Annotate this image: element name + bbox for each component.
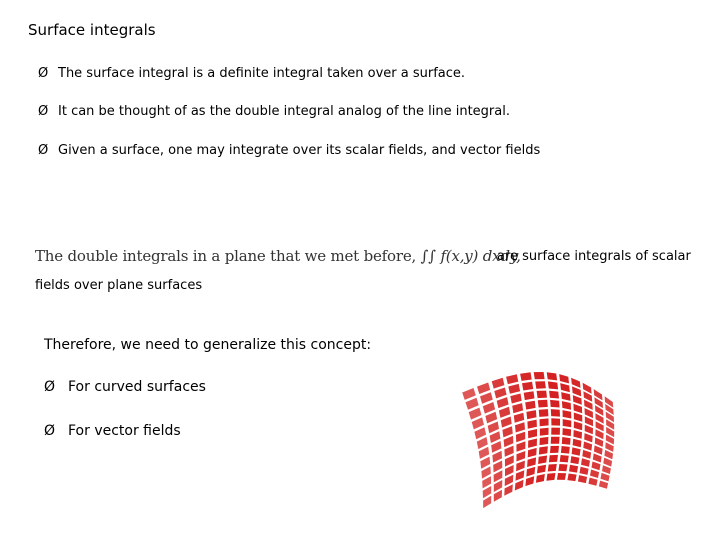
surface-cell	[538, 400, 548, 408]
surface-cell	[505, 455, 514, 466]
surface-cell	[548, 381, 558, 389]
surface-cell	[572, 386, 581, 396]
bullet-definition	[38, 66, 465, 81]
arrow-bullet-icon: Ø	[38, 143, 49, 158]
surface-cell	[547, 372, 557, 380]
surface-cell	[569, 465, 578, 473]
arrow-bullet-icon: Ø	[44, 423, 56, 439]
surface-cell	[462, 388, 476, 400]
surface-cell	[583, 442, 592, 451]
surface-cell	[491, 441, 501, 453]
surface-cell	[549, 391, 559, 399]
surface-cell	[512, 403, 523, 413]
curved-surface-image	[442, 360, 622, 530]
scanned-text: The double integrals in a plane that we met before,	[35, 247, 417, 265]
surface-cell	[504, 436, 514, 447]
surface-cell	[506, 374, 518, 384]
surface-cell	[537, 465, 546, 474]
surface-cell	[602, 465, 611, 474]
surface-cell	[492, 451, 502, 463]
plane-surfaces-text: fields over plane surfaces	[35, 278, 203, 293]
surface-cell	[490, 431, 501, 443]
bullet-text: For curved surfaces	[68, 379, 206, 395]
surface-cell	[550, 446, 559, 453]
surface-cell	[593, 453, 602, 462]
surface-cell	[560, 455, 569, 462]
surface-cell	[599, 481, 608, 489]
surface-cell	[504, 484, 513, 495]
surface-cell	[570, 456, 579, 464]
surface-cell	[514, 413, 524, 423]
surface-cell	[549, 455, 558, 462]
surface-cell	[595, 429, 603, 439]
surface-cell	[595, 437, 603, 447]
surface-cell	[508, 384, 520, 394]
surface-cell	[538, 456, 547, 465]
surface-cell	[492, 378, 505, 389]
bullet-vector	[44, 423, 181, 439]
surface-cell	[540, 418, 549, 426]
surface-cell	[480, 392, 493, 404]
bullet-text: The surface integral is a definite integral taken over a surface.	[58, 66, 466, 81]
surface-cell	[562, 401, 571, 410]
surface-cell	[574, 421, 583, 430]
surface-cell	[516, 451, 525, 462]
surface-cell	[505, 475, 514, 486]
surface-cell	[567, 474, 576, 482]
bullet-text: Given a surface, one may integrate over its scalar fields, and vector fields	[58, 143, 541, 158]
surface-cell	[477, 437, 488, 449]
scalar-text: are surface integrals of scalar	[497, 249, 691, 264]
surface-cell	[588, 478, 597, 486]
surface-cell	[536, 474, 545, 483]
surface-cell	[550, 400, 560, 408]
surface-cell	[560, 383, 570, 392]
surface-cell	[483, 402, 495, 414]
surface-cell	[482, 476, 491, 488]
surface-cell	[477, 383, 490, 395]
surface-cell	[563, 410, 572, 418]
surface-cell	[574, 413, 583, 422]
surface-cell	[494, 388, 506, 399]
surface-cell	[540, 428, 549, 436]
surface-cell	[573, 439, 582, 448]
surface-cell	[562, 428, 571, 436]
bullet-curved	[44, 379, 206, 395]
surface-cell	[551, 409, 560, 417]
arrow-bullet-icon: Ø	[38, 66, 49, 81]
surface-cell	[479, 447, 490, 459]
surface-cell	[497, 397, 509, 408]
surface-cell	[485, 412, 497, 424]
surface-cell	[578, 475, 587, 483]
surface-cell	[527, 420, 537, 429]
surface-cell	[499, 407, 510, 418]
bullet-analog	[38, 104, 510, 119]
surface-cell	[573, 395, 582, 405]
surface-cell	[528, 448, 537, 458]
surface-cell	[501, 417, 512, 428]
surface-cell	[527, 457, 536, 467]
surface-cell	[561, 392, 570, 401]
surface-cell	[559, 374, 569, 383]
surface-cell	[534, 372, 545, 379]
arrow-bullet-icon: Ø	[44, 379, 56, 395]
surface-cell	[481, 466, 490, 478]
bullet-text: It can be thought of as the double integral analog of the line integral.	[58, 104, 510, 119]
surface-cell	[585, 408, 594, 418]
surface-cell	[551, 428, 560, 435]
surface-cell	[562, 437, 571, 445]
double-integral-formula: ∫∫ f(x,y) dxdy,	[420, 247, 521, 265]
surface-cell	[525, 401, 535, 410]
surface-cell	[540, 437, 549, 445]
bullet-text: For vector fields	[68, 423, 181, 439]
surface-cell	[516, 461, 525, 472]
surface-cell	[601, 473, 610, 482]
surface-cell	[493, 461, 502, 473]
surface-cell	[505, 465, 514, 476]
surface-cell	[472, 417, 484, 429]
surface-cell	[510, 394, 521, 404]
scanned-sentence-image	[35, 247, 521, 265]
surface-cell	[524, 391, 535, 400]
bullet-fields	[38, 143, 540, 158]
surface-cell	[585, 425, 593, 435]
surface-cell	[551, 418, 560, 425]
surface-cell	[516, 441, 525, 451]
surface-cell	[584, 433, 593, 442]
surface-cell	[520, 372, 532, 381]
surface-cell	[526, 410, 536, 419]
surface-cell	[469, 408, 482, 420]
surface-cell	[525, 476, 534, 486]
surface-cell	[558, 464, 567, 471]
surface-cell	[594, 445, 603, 454]
surface-cell	[573, 404, 582, 414]
surface-cell	[548, 464, 557, 472]
surface-cell	[502, 426, 512, 437]
surface-cell	[563, 419, 572, 427]
surface-cell	[573, 430, 582, 439]
surface-cell	[551, 437, 560, 444]
surface-cell	[546, 473, 555, 481]
surface-cell	[515, 422, 525, 432]
surface-cell	[516, 432, 525, 442]
surface-cell	[590, 470, 599, 479]
surface-cell	[488, 422, 499, 434]
therefore-text: Therefore, we need to generalize this concept:	[44, 337, 372, 353]
surface-cell	[480, 457, 490, 469]
surface-cell	[526, 467, 535, 477]
surface-cell	[483, 496, 491, 508]
slide-title: Surface integrals	[28, 21, 156, 39]
surface-cell	[580, 467, 589, 475]
surface-cell	[483, 486, 492, 498]
surface-cell	[585, 416, 593, 426]
arrow-bullet-icon: Ø	[38, 104, 49, 119]
surface-cell	[604, 450, 613, 459]
surface-cell	[537, 391, 547, 399]
surface-cell	[516, 470, 525, 481]
surface-cell	[466, 398, 479, 410]
surface-cell	[581, 458, 590, 467]
surface-cell	[528, 439, 537, 448]
surface-cell	[592, 462, 601, 471]
surface-cell	[582, 450, 591, 459]
surface-cell	[539, 446, 548, 454]
surface-cell	[557, 473, 566, 480]
surface-cell	[504, 446, 513, 457]
surface-cell	[561, 446, 570, 454]
surface-cell	[494, 470, 503, 482]
surface-cell	[474, 427, 486, 439]
surface-cell	[603, 458, 612, 467]
surface-cell	[494, 490, 502, 502]
surface-cell	[535, 381, 546, 388]
surface-cell	[572, 447, 581, 455]
surface-cell	[528, 429, 537, 438]
surface-cell	[494, 480, 503, 492]
surface-cell	[571, 378, 580, 388]
surface-cell	[522, 382, 533, 391]
surface-cell	[515, 480, 524, 491]
surface-cell	[539, 409, 549, 417]
